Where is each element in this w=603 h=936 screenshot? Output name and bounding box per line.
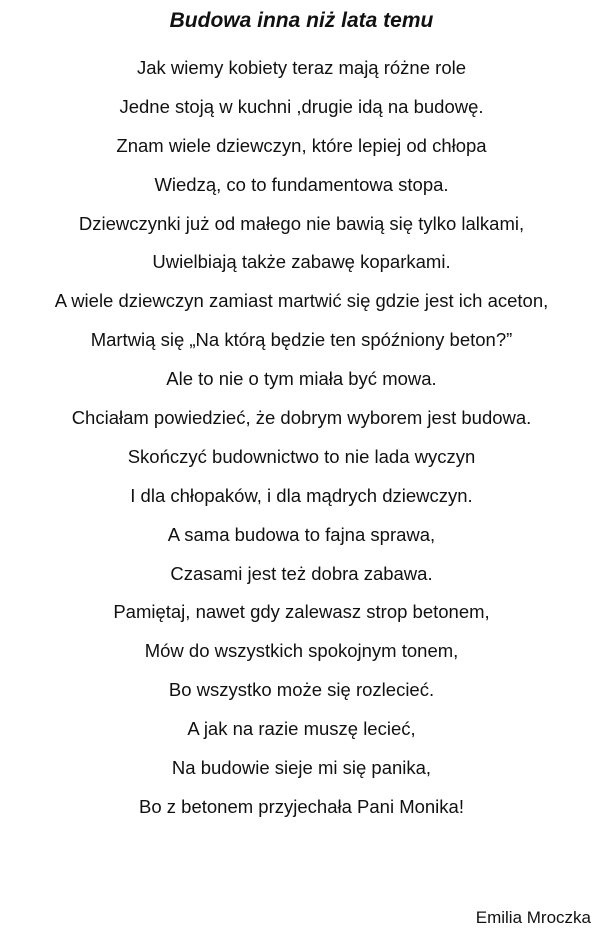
poem-line: Martwią się „Na którą będzie ten spóźniony beton?” [90, 329, 513, 351]
poem-line: Pamiętaj, nawet gdy zalewasz strop betonem, [113, 601, 490, 623]
poem-line: Uwielbiają także zabawę koparkami. [152, 251, 451, 273]
poem-line: Bo wszystko może się rozlecieć. [168, 679, 435, 701]
poem-line: Jedne stoją w kuchni ,drugie idą na budowę. [119, 95, 484, 117]
poem-line: A wiele dziewczyn zamiast martwić się gdzie jest ich aceton, [54, 290, 549, 312]
poem-line: Znam wiele dziewczyn, które lepiej od chłopa [116, 134, 487, 156]
author-name: Emilia Mroczka [475, 908, 591, 927]
poem-line: Na budowie sieje mi się panika, [171, 757, 432, 779]
poem-line: Jak wiemy kobiety teraz mają różne role [136, 57, 467, 78]
poem-line: Dziewczynki już od małego nie bawią się tylko lalkami, [78, 212, 525, 234]
poem-line: Ale to nie o tym miała być mowa. [166, 368, 437, 390]
poem-line: Mów do wszystkich spokojnym tonem, [144, 640, 459, 662]
poem-line: A sama budowa to fajna sprawa, [167, 523, 436, 545]
poem-line: Bo z betonem przyjechała Pani Monika! [139, 795, 464, 817]
poem-body [0, 49, 603, 827]
poem-line: I dla chłopaków, i dla mądrych dziewczyn. [130, 484, 473, 506]
poem-line: Wiedzą, co to fundamentowa stopa. [154, 173, 449, 195]
poem-line: Skończyć budownictwo to nie lada wyczyn [127, 445, 476, 467]
poem-title: Budowa inna niż lata temu [169, 9, 434, 32]
poem-line: Czasami jest też dobra zabawa. [170, 562, 433, 584]
poem-line: A jak na razie muszę lecieć, [187, 718, 416, 740]
poem-line: Chciałam powiedzieć, że dobrym wyborem jest budowa. [71, 407, 532, 429]
